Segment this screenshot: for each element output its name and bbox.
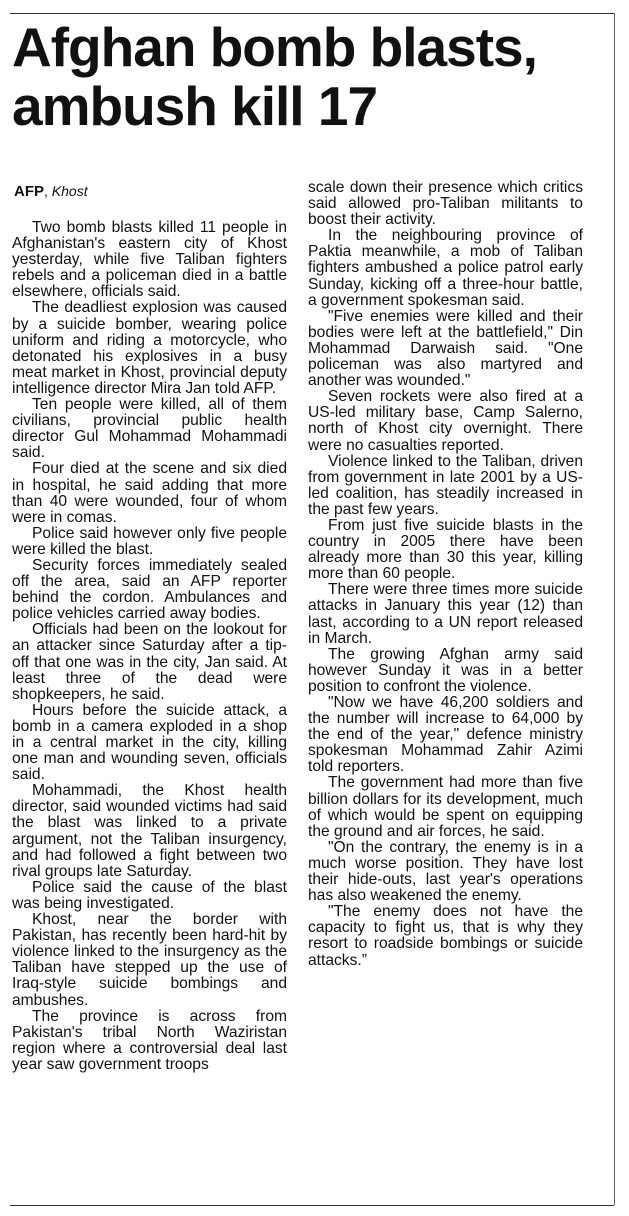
- paragraph: Ten people were killed, all of them civilians, provincial public health director Gul Mohammad Mohammadi said.: [12, 396, 287, 462]
- top-border: [10, 13, 614, 14]
- headline: Afghan bomb blasts, ambush kill 17: [12, 16, 537, 137]
- paragraph: Two bomb blasts killed 11 people in Afghanistan's eastern city of Khost yesterday, while five Taliban fighters rebels and a policeman died in a battle elsewhere, officials said.: [12, 219, 287, 301]
- left-column: [12, 220, 287, 1073]
- paragraph: The deadliest explosion was caused by a suicide bomber, wearing police uniform and riding a motorcycle, who detonated his explosives in a busy meat market in Khost, provincial deputy intelligence director Mira Jan told AFP.: [12, 299, 287, 397]
- paragraph: Mohammadi, the Khost health director, said wounded victims had said the blast was linked to a private argument, not the Taliban insurgency, and had followed a fight between two rival groups late Saturday.: [12, 782, 287, 880]
- byline-separator: ,: [44, 183, 52, 199]
- paragraph: Violence linked to the Taliban, driven from government in late 2001 by a US-led coalition, has steadily increased in the past few years.: [308, 452, 583, 518]
- paragraph: Hours before the suicide attack, a bomb in a camera exploded in a shop in a central market in the city, killing one man and wounding seven, officials said.: [12, 701, 287, 784]
- right-border: [614, 13, 615, 1205]
- right-column: [308, 180, 583, 969]
- byline-agency: AFP: [14, 183, 44, 200]
- paragraph: Police said the cause of the blast was being investigated.: [12, 878, 287, 912]
- paragraph: From just five suicide blasts in the country in 2005 there have been already more than 30 this year, killing more than 60 people.: [308, 516, 583, 583]
- paragraph: Police said however only five people were killed the blast.: [12, 524, 287, 558]
- paragraph: In the neighbouring province of Paktia meanwhile, a mob of Taliban fighters ambushed a police patrol early Sunday, kicking off a three-hour battle, a government spokesman said.: [308, 227, 583, 309]
- paragraph: The government had more than five billion dollars for its development, much of which would be spent on equipping the ground and air forces, he said.: [308, 774, 583, 840]
- paragraph: "Five enemies were killed and their bodies were left at the battlefield," Din Mohammad Darwaish said. "One policeman was also martyred and another was wounded.": [308, 307, 583, 390]
- byline: [14, 182, 88, 201]
- paragraph: Security forces immediately sealed off the area, said an AFP reporter behind the cordon. Ambulances and police vehicles carried away bodies.: [12, 556, 287, 623]
- paragraph: Seven rockets were also fired at a US-led military base, Camp Salerno, north of Khost city overnight. There were no casualties reported.: [308, 388, 583, 454]
- paragraph: Officials had been on the lookout for an attacker since Saturday after a tip-off that one was in the city, Jan said. At least three of the dead were shopkeepers, he said.: [12, 621, 287, 703]
- paragraph: Four died at the scene and six died in hospital, he said adding that more than 40 were wounded, four of whom were in comas.: [12, 460, 287, 526]
- paragraph: "Now we have 46,200 soldiers and the number will increase to 64,000 by the end of the year," defence ministry spokesman Mohammad Zahir Azimi told reporters.: [308, 694, 583, 776]
- paragraph-continued: scale down their presence which critics said allowed pro-Taliban militants to boost their activity.: [308, 179, 583, 229]
- byline-location: Khost: [51, 183, 88, 199]
- paragraph: There were three times more suicide attacks in January this year (12) than last, according to a UN report released in March.: [308, 581, 583, 647]
- paragraph: Khost, near the border with Pakistan, has recently been hard-hit by violence linked to the insurgency as the Taliban have stepped up the use of Iraq-style suicide bombings and ambushes.: [12, 911, 287, 1009]
- paragraph: "On the contrary, the enemy is in a much worse position. They have lost their hide-outs, last year's operations has also weakened the enemy.: [308, 838, 583, 905]
- paragraph: "The enemy does not have the capacity to fight us, that is why they resort to roadside bombings or suicide attacks.”: [308, 903, 583, 969]
- paragraph: The province is across from Pakistan's tribal North Waziristan region where a controversial deal last year saw government troops: [12, 1007, 287, 1073]
- paragraph: The growing Afghan army said however Sunday it was in a better position to confront the violence.: [308, 645, 583, 695]
- bottom-border: [10, 1205, 614, 1206]
